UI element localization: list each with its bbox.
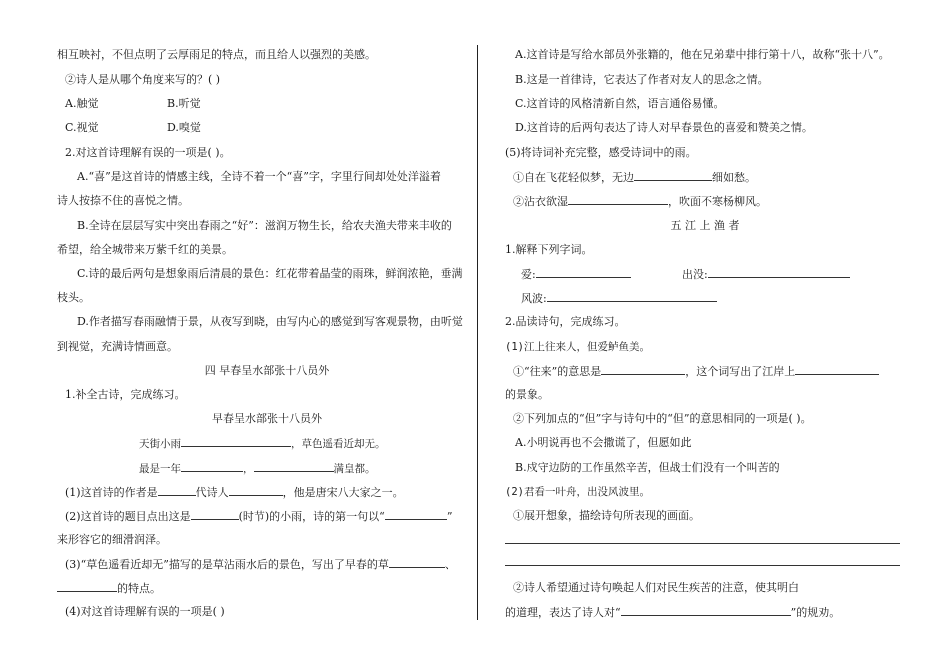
vocab-row: 出没: (682, 267, 850, 282)
option-d: D.作者描写春雨融情于景，从夜写到晓，由写内心的感觉到写客观景物，由听觉 (77, 315, 463, 328)
fill-blank[interactable] (568, 194, 668, 205)
fill-blank[interactable] (601, 364, 685, 375)
option-b: B.戍守边防的工作虽然辛苦，但战士们没有一个叫苦的 (515, 461, 780, 474)
poem-line: (1)江上往来人，但爱鲈鱼美。 (505, 341, 650, 353)
option-a: A.“喜”是这首诗的情感主线，全诗不着一个“喜”字，字里行间却处处洋溢着 (77, 170, 441, 183)
question: (4)对这首诗理解有误的一项是( ) (65, 605, 225, 618)
option-b: B.这是一首律诗，它表达了作者对友人的思念之情。 (515, 73, 769, 86)
text-line: 的特点。 (57, 581, 161, 596)
text-line: 到视觉，充满诗情画意。 (57, 340, 178, 353)
vocab-row: 风波: (521, 291, 717, 306)
question: 2.对这首诗理解有误的一项是( )。 (65, 146, 231, 159)
left-column (57, 0, 477, 672)
question: ①自在飞花轻似梦，无边 细如愁。 (513, 171, 756, 184)
fill-blank[interactable] (181, 461, 243, 472)
question: 1.补全古诗，完成练习。 (65, 388, 186, 401)
fill-blank[interactable] (191, 509, 239, 520)
fill-blank[interactable] (57, 581, 117, 592)
text-line: 枝头。 (57, 291, 90, 304)
fill-blank[interactable] (547, 291, 717, 302)
poem-line: 天街小雨 ，草色遥看近却无。 (139, 438, 386, 450)
fill-blank[interactable] (254, 461, 334, 472)
option-c: C.视觉 (65, 121, 99, 134)
answer-line[interactable] (505, 543, 900, 544)
fill-blank[interactable] (229, 485, 283, 496)
question: 1.解释下列字词。 (505, 243, 593, 256)
vocab-row: 爱: (521, 267, 631, 282)
poem-line: (2)君看一叶舟，出没风波里。 (505, 486, 650, 498)
fill-blank[interactable] (536, 267, 631, 278)
fill-blank[interactable] (708, 267, 850, 278)
text-line: 的道理，表达了诗人对“ ”的规劝。 (505, 606, 841, 619)
fill-blank[interactable] (385, 509, 447, 520)
option-a: A.小明说再也不会撒谎了，但愿如此 (515, 436, 692, 449)
poem-line: 最是一年 ， 满皇都。 (139, 463, 376, 475)
column-divider (477, 45, 478, 620)
option-b: B.听觉 (167, 97, 201, 110)
option-a: A.这首诗是写给水部员外张籍的，他在兄弟辈中排行第十八，故称“张十八”。 (515, 48, 890, 61)
question: (5)将诗词补充完整，感受诗词中的雨。 (505, 146, 697, 159)
question: (2)这首诗的题目点出这是 (时节)的小雨，诗的第一句以“ ” (65, 510, 453, 523)
option-d: D.嗅觉 (167, 121, 201, 134)
section-heading: 五 江 上 渔 者 (670, 219, 740, 232)
question: (1)这首诗的作者是 代诗人 ，他是唐宋八大家之一。 (65, 486, 404, 499)
section-heading: 四 早春呈水部张十八员外 (204, 364, 330, 377)
answer-line[interactable] (505, 565, 900, 566)
question: ②诗人是从哪个角度来写的？( ) (65, 73, 221, 86)
fill-blank[interactable] (634, 170, 712, 181)
text-line: 的景象。 (505, 388, 549, 401)
option-d: D.这首诗的后两句表达了诗人对早春景色的喜爱和赞美之情。 (515, 121, 813, 134)
option-c: C.这首诗的风格清新自然，语言通俗易懂。 (515, 97, 725, 110)
option-a: A.触觉 (65, 97, 99, 110)
fill-blank[interactable] (795, 364, 879, 375)
question: ②沾衣欲湿 ，吹面不寒杨柳风。 (513, 195, 767, 208)
option-c: C.诗的最后两句是想象雨后清晨的景色：红花带着晶莹的雨珠，鲜润浓艳，垂满 (77, 267, 463, 280)
question: (3)“草色遥看近却无”描写的是草沾雨水后的景色，写出了早春的草 、 (65, 558, 456, 571)
poem-title: 早春呈水部张十八员外 (212, 412, 322, 425)
fill-blank[interactable] (158, 485, 196, 496)
text-line: 希望，给全城带来万紫千红的美景。 (57, 243, 233, 256)
fill-blank[interactable] (389, 557, 445, 568)
right-column (505, 0, 905, 672)
question: ①“往来”的意思是 ，这个词写出了江岸上 (513, 364, 879, 379)
question: ①展开想象，描绘诗句所表现的画面。 (513, 509, 700, 522)
option-b: B.全诗在层层写实中突出春雨之“好”：滋润万物生长，给农夫渔夫带来丰收的 (77, 219, 452, 232)
question: 2.品读诗句，完成练习。 (505, 315, 626, 328)
fill-blank[interactable] (621, 605, 791, 616)
question: ②下列加点的“但”字与诗句中的“但”的意思相同的一项是( )。 (513, 412, 812, 425)
text-line: 来形容它的细滑润泽。 (57, 533, 167, 546)
question: ②诗人希望通过诗句唤起人们对民生疾苦的注意，使其明白 (513, 581, 799, 594)
text-line: 相互映衬，不但点明了云厚雨足的特点，而且给人以强烈的美感。 (57, 48, 376, 61)
fill-blank[interactable] (181, 436, 291, 447)
text-line: 诗人按捺不住的喜悦之情。 (57, 194, 189, 207)
